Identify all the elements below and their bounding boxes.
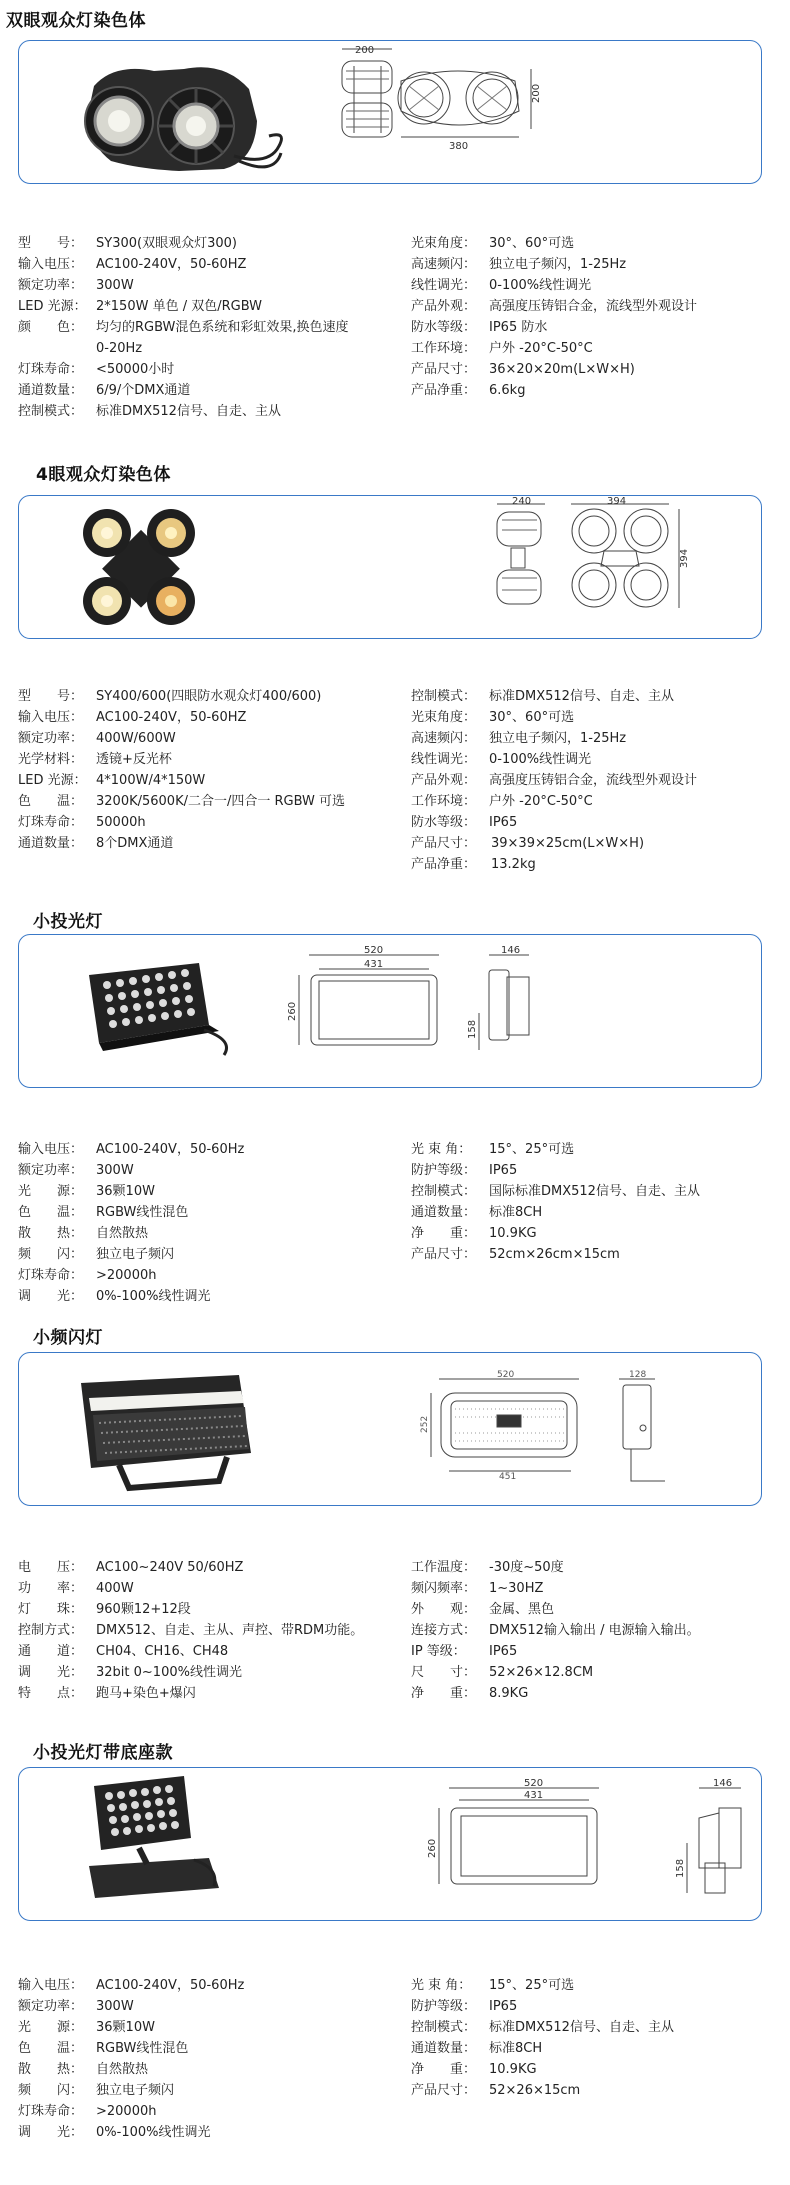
spec-row [411, 812, 697, 833]
spec-row [18, 380, 349, 401]
dim-label: 520 [497, 1370, 515, 1380]
spec-value: DMX512输入输出 / 电源输入输出。 [489, 1623, 700, 1638]
spec-column-right [411, 686, 697, 875]
spec-row [18, 1286, 244, 1307]
spec-label: 调 光： [18, 2125, 84, 2140]
spec-value: 30°、60°可选 [489, 710, 575, 725]
spec-row [18, 1139, 244, 1160]
spec-row [411, 707, 697, 728]
spec-label: 特 点： [18, 1686, 84, 1701]
spec-value: 高强度压铸铝合金，流线型外观设计 [489, 773, 698, 788]
spec-table [18, 1557, 778, 1717]
section-title: 4眼观众灯染色体 [36, 465, 171, 485]
spec-row [411, 359, 697, 380]
spec-row [411, 728, 697, 749]
spec-value: 4*100W/4*150W [96, 773, 206, 788]
technical-drawing [342, 49, 531, 137]
spec-row [411, 854, 697, 875]
spec-value: 标准DMX512信号、自走、主从 [96, 404, 281, 419]
spec-value: 15°、25°可选 [489, 1978, 575, 1993]
spec-value: 户外 -20°C-50°C [489, 794, 593, 809]
spec-row [18, 707, 345, 728]
spec-label: 通道数量： [411, 1205, 477, 1220]
spec-value: IP65 [489, 1999, 518, 2014]
spec-column-right [411, 1975, 674, 2101]
spec-row [18, 1683, 363, 1704]
spec-row [411, 1641, 700, 1662]
section-title: 双眼观众灯染色体 [6, 11, 146, 31]
spec-row [18, 728, 345, 749]
spec-value: 32bit 0~100%线性调光 [96, 1665, 242, 1680]
dim-label: 146 [713, 1778, 733, 1789]
spec-column-right [411, 233, 697, 401]
spec-label: 光 源： [18, 2020, 84, 2035]
spec-value: 均匀的RGBW混色系统和彩虹效果,换色速度 [96, 320, 349, 335]
spec-label: 灯珠寿命： [18, 815, 84, 830]
spec-table [18, 1975, 778, 2155]
spec-value: >20000h [96, 2104, 157, 2119]
spec-label: 产品净重： [411, 383, 477, 398]
spec-label: 控制模式： [18, 404, 84, 419]
spec-row [18, 317, 349, 338]
spec-value: 39×39×25cm(L×W×H) [491, 836, 645, 851]
spec-row [18, 1265, 244, 1286]
spec-row [18, 1244, 244, 1265]
spec-label: 控制模式： [411, 1184, 477, 1199]
spec-label: 产品尺寸： [411, 836, 477, 851]
technical-drawing [497, 504, 679, 608]
spec-value: IP65 [489, 1163, 518, 1178]
spec-label: 线性调光： [411, 278, 477, 293]
spec-label: 产品尺寸： [411, 2083, 477, 2098]
spec-value: 标准DMX512信号、自走、主从 [489, 689, 674, 704]
spec-value: AC100-240V，50-60HZ [96, 710, 247, 725]
spec-row [18, 1975, 244, 1996]
spec-label: 光 源： [18, 1184, 84, 1199]
spec-label: 产品外观： [411, 773, 477, 788]
spec-label: 产品外观： [411, 299, 477, 314]
spec-row [411, 1996, 674, 2017]
product-panel [18, 1767, 762, 1921]
spec-row [18, 275, 349, 296]
spec-row [18, 1202, 244, 1223]
spec-value: 标准8CH [489, 1205, 543, 1220]
spec-label: 净 重： [411, 1226, 477, 1241]
spec-row [411, 317, 697, 338]
dim-label: 394 [679, 548, 690, 568]
spec-label: LED 光源： [18, 299, 87, 314]
spec-row [18, 1223, 244, 1244]
spec-value: 36颗10W [96, 1184, 155, 1199]
spec-row [18, 233, 349, 254]
spec-label: 尺 寸： [411, 1665, 477, 1680]
spec-row [411, 2017, 674, 2038]
spec-label: 散 热： [18, 1226, 84, 1241]
spec-row [18, 401, 349, 422]
spec-value: 独立电子频闪 [96, 2083, 175, 2098]
spec-label: 灯珠寿命： [18, 2104, 84, 2119]
spec-value: 跑马+染色+爆闪 [96, 1686, 196, 1701]
spec-value: RGBW线性混色 [96, 1205, 189, 1220]
spec-row [18, 1160, 244, 1181]
spec-row [411, 791, 697, 812]
spec-row [411, 686, 697, 707]
product-image [19, 1353, 761, 1505]
dim-label: 260 [427, 1838, 438, 1858]
spec-value: CH04、CH16、CH48 [96, 1644, 229, 1659]
spec-row [18, 833, 345, 854]
spec-row [18, 1578, 363, 1599]
dim-label: 240 [512, 496, 532, 507]
spec-value: 6/9/个DMX通道 [96, 383, 191, 398]
dim-label: 451 [499, 1472, 517, 1482]
spec-value: 13.2kg [491, 857, 536, 872]
spec-row [411, 1223, 700, 1244]
spec-row [18, 359, 349, 380]
spec-value: IP65 [489, 815, 518, 830]
dim-label: 520 [524, 1778, 544, 1789]
spec-label: 产品净重： [411, 857, 477, 872]
spec-row [18, 1662, 363, 1683]
spec-value: 300W [96, 1999, 134, 2014]
spec-label: 调 光： [18, 1289, 84, 1304]
spec-value: IP65 防水 [489, 320, 548, 335]
spec-value: DMX512、自走、主从、声控、带RDM功能。 [96, 1623, 364, 1638]
spec-value: <50000小时 [96, 362, 175, 377]
spec-label: 产品尺寸： [411, 362, 477, 377]
technical-drawing [431, 1379, 665, 1481]
spec-row [18, 791, 345, 812]
spec-table [18, 686, 778, 886]
spec-label: 工作环境： [411, 341, 477, 356]
dim-label: 260 [287, 1001, 298, 1021]
spec-row [18, 812, 345, 833]
product-image [19, 1768, 761, 1920]
spec-row [411, 296, 697, 317]
spec-label: 连接方式： [411, 1623, 477, 1638]
spec-value: 30°、60°可选 [489, 236, 575, 251]
spec-label: IP 等级： [411, 1644, 466, 1659]
spec-row [18, 770, 345, 791]
spec-row [18, 1181, 244, 1202]
spec-row [411, 749, 697, 770]
spec-value: 8.9KG [489, 1686, 529, 1701]
spec-value: AC100-240V，50-60HZ [96, 257, 247, 272]
spec-label: 线性调光： [411, 752, 477, 767]
spec-label: 防水等级： [411, 320, 477, 335]
spec-value: 10.9KG [489, 1226, 537, 1241]
spec-label: 输入电压： [18, 257, 84, 272]
spec-row [411, 2038, 674, 2059]
dim-label: 394 [607, 496, 627, 507]
spec-value: 金属、黑色 [489, 1602, 555, 1617]
spec-value: SY400/600(四眼防水观众灯400/600) [96, 689, 322, 704]
spec-value: RGBW线性混色 [96, 2041, 189, 2056]
spec-label: 通道数量： [18, 383, 84, 398]
spec-value: AC100-240V，50-60Hz [96, 1978, 245, 1993]
spec-value: SY300(双眼观众灯300) [96, 236, 237, 251]
spec-row [411, 1683, 700, 1704]
spec-value-continued: 0-20Hz [96, 341, 143, 356]
dim-label: 252 [420, 1415, 430, 1433]
spec-label: 功 率： [18, 1581, 84, 1596]
spec-row [411, 1139, 700, 1160]
spec-row [18, 1996, 244, 2017]
spec-value: 3200K/5600K/二合一/四合一 RGBW 可选 [96, 794, 346, 809]
spec-row [18, 2101, 244, 2122]
spec-row [18, 1620, 363, 1641]
spec-label: 光 束 角： [411, 1142, 472, 1157]
spec-label: 色 温： [18, 2041, 84, 2056]
dim-label: 200 [531, 83, 542, 103]
spec-value: 户外 -20°C-50°C [489, 341, 593, 356]
spec-label: 输入电压： [18, 1978, 84, 1993]
spec-label: 光束角度： [411, 710, 477, 725]
spec-label: 防护等级： [411, 1163, 477, 1178]
spec-label: 频 闪： [18, 2083, 84, 2098]
dim-label: 520 [364, 945, 384, 956]
spec-row [18, 2059, 244, 2080]
spec-value: 36×20×20m(L×W×H) [489, 362, 635, 377]
spec-table [18, 233, 778, 433]
spec-label: 控制方式： [18, 1623, 84, 1638]
spec-row [18, 2017, 244, 2038]
flood-light-with-base-photo [89, 1776, 219, 1898]
spec-column-right [411, 1139, 700, 1265]
spec-table [18, 1139, 778, 1319]
product-image [19, 41, 761, 183]
spec-row [411, 1578, 700, 1599]
spec-value: 36颗10W [96, 2020, 155, 2035]
spec-row [18, 1557, 363, 1578]
spec-label: 色 温： [18, 1205, 84, 1220]
spec-value: 0-100%线性调光 [489, 278, 592, 293]
spec-value: 0%-100%线性调光 [96, 1289, 211, 1304]
spec-label: 色 温： [18, 794, 84, 809]
spec-column-left [18, 1139, 244, 1307]
spec-column-left [18, 1975, 244, 2143]
spec-label: 外 观： [411, 1602, 477, 1617]
spec-label: 额定功率： [18, 278, 84, 293]
spec-value: 300W [96, 278, 134, 293]
spec-row [411, 380, 697, 401]
spec-label: 净 重： [411, 1686, 477, 1701]
spec-row [411, 1662, 700, 1683]
spec-value: 0-100%线性调光 [489, 752, 592, 767]
spec-column-left [18, 686, 345, 854]
product-panel [18, 934, 762, 1088]
spec-value: 国际标准DMX512信号、自走、主从 [489, 1184, 700, 1199]
spec-row [411, 1620, 700, 1641]
spec-label: 灯珠寿命： [18, 1268, 84, 1283]
spec-label: 输入电压： [18, 1142, 84, 1157]
spec-value: 300W [96, 1163, 134, 1178]
spec-label: 电 压： [18, 1560, 84, 1575]
spec-label: 额定功率： [18, 1999, 84, 2014]
spec-row [411, 338, 697, 359]
spec-row [18, 2122, 244, 2143]
dim-label: 128 [629, 1370, 647, 1380]
spec-value: 52×26×12.8CM [489, 1665, 594, 1680]
spec-value: 2*150W 单色 / 双色/RGBW [96, 299, 263, 314]
dim-label: 200 [355, 45, 375, 56]
spec-row [411, 1202, 700, 1223]
spec-label: 灯 珠： [18, 1602, 84, 1617]
section-title: 小投光灯带底座款 [33, 1743, 173, 1763]
spec-value: 独立电子频闪，1-25Hz [489, 731, 627, 746]
spec-column-left [18, 1557, 363, 1704]
spec-value: 独立电子频闪 [96, 1247, 175, 1262]
spec-label: 输入电压： [18, 710, 84, 725]
spec-label: 通 道： [18, 1644, 84, 1659]
spec-column-left [18, 233, 349, 422]
spec-value: 0%-100%线性调光 [96, 2125, 211, 2140]
spec-row [18, 1641, 363, 1662]
spec-label: LED 光源： [18, 773, 87, 788]
spec-row [411, 833, 697, 854]
spec-row [411, 275, 697, 296]
product-panel [18, 40, 762, 184]
spec-row [18, 749, 345, 770]
spec-value: 1~30HZ [489, 1581, 544, 1596]
spec-row [411, 1160, 700, 1181]
spec-label: 型 号： [18, 236, 84, 251]
technical-drawing [439, 1788, 741, 1893]
spec-row [411, 1599, 700, 1620]
spec-column-right [411, 1557, 700, 1704]
spec-label: 高速频闪： [411, 731, 477, 746]
spec-row [18, 2038, 244, 2059]
spec-value: 8个DMX通道 [96, 836, 174, 851]
spec-label: 控制模式： [411, 689, 477, 704]
spec-row [18, 296, 349, 317]
spec-row [411, 254, 697, 275]
spec-label: 型 号： [18, 689, 84, 704]
section-title: 小投光灯 [33, 912, 103, 932]
spec-value: 6.6kg [489, 383, 526, 398]
spec-value: -30度~50度 [489, 1560, 564, 1575]
spec-row [411, 233, 697, 254]
spec-value: IP65 [489, 1644, 518, 1659]
spec-label: 光束角度： [411, 236, 477, 251]
dim-label: 158 [675, 1858, 686, 1878]
dim-label: 431 [524, 1790, 544, 1801]
spec-row [411, 1557, 700, 1578]
dim-label: 431 [364, 959, 384, 970]
spec-value: 标准8CH [489, 2041, 543, 2056]
spec-label: 通道数量： [411, 2041, 477, 2056]
spec-value: 400W [96, 1581, 134, 1596]
spec-label: 高速频闪： [411, 257, 477, 272]
spec-value: 独立电子频闪，1-25Hz [489, 257, 627, 272]
product-image [19, 496, 761, 638]
spec-value: 400W/600W [96, 731, 176, 746]
technical-drawing [299, 955, 529, 1050]
spec-label: 工作温度： [411, 1560, 477, 1575]
spec-label: 光 束 角： [411, 1978, 472, 1993]
spec-value: 标准DMX512信号、自走、主从 [489, 2020, 674, 2035]
spec-value: 透镜+反光杯 [96, 752, 172, 767]
spec-row [18, 1599, 363, 1620]
spec-row [411, 2059, 674, 2080]
spec-label: 防护等级： [411, 1999, 477, 2014]
spec-label: 产品尺寸： [411, 1247, 477, 1262]
spec-value: 960颗12+12段 [96, 1602, 191, 1617]
spec-label: 散 热： [18, 2062, 84, 2077]
spec-row [18, 2080, 244, 2101]
spec-value: 高强度压铸铝合金，流线型外观设计 [489, 299, 698, 314]
spec-value: 10.9KG [489, 2062, 537, 2077]
spec-row [411, 770, 697, 791]
spec-row [411, 2080, 674, 2101]
spec-value: 52cm×26cm×15cm [489, 1247, 620, 1262]
spec-value: AC100~240V 50/60HZ [96, 1560, 244, 1575]
spec-value: 52×26×15cm [489, 2083, 581, 2098]
spec-row [411, 1975, 674, 1996]
spec-row [411, 1244, 700, 1265]
flood-light-photo [89, 963, 227, 1055]
product-panel [18, 495, 762, 639]
spec-value: 15°、25°可选 [489, 1142, 575, 1157]
twin-eye-light-photo [85, 67, 281, 171]
spec-value: 50000h [96, 815, 146, 830]
dim-label: 158 [467, 1019, 478, 1039]
product-image [19, 935, 761, 1087]
spec-label: 控制模式： [411, 2020, 477, 2035]
spec-label: 净 重： [411, 2062, 477, 2077]
spec-label: 防水等级： [411, 815, 477, 830]
spec-label: 调 光： [18, 1665, 84, 1680]
spec-value: 自然散热 [96, 2062, 149, 2077]
spec-label: 灯珠寿命： [18, 362, 84, 377]
spec-label: 颜 色： [18, 320, 84, 335]
spec-value: 自然散热 [96, 1226, 149, 1241]
spec-value: >20000h [96, 1268, 157, 1283]
four-eye-light-photo [83, 509, 195, 625]
spec-row [18, 254, 349, 275]
product-panel [18, 1352, 762, 1506]
spec-row [411, 1181, 700, 1202]
strobe-light-photo [81, 1375, 251, 1488]
spec-value: AC100-240V，50-60Hz [96, 1142, 245, 1157]
spec-label: 工作环境： [411, 794, 477, 809]
dim-label: 380 [449, 141, 469, 152]
spec-label: 频 闪： [18, 1247, 84, 1262]
spec-row [18, 686, 345, 707]
spec-label: 光学材料： [18, 752, 84, 767]
section-title: 小频闪灯 [33, 1328, 103, 1348]
spec-label: 额定功率： [18, 731, 84, 746]
dim-label: 146 [501, 945, 521, 956]
spec-label: 额定功率： [18, 1163, 84, 1178]
spec-label: 频闪频率： [411, 1581, 477, 1596]
spec-label: 通道数量： [18, 836, 84, 851]
